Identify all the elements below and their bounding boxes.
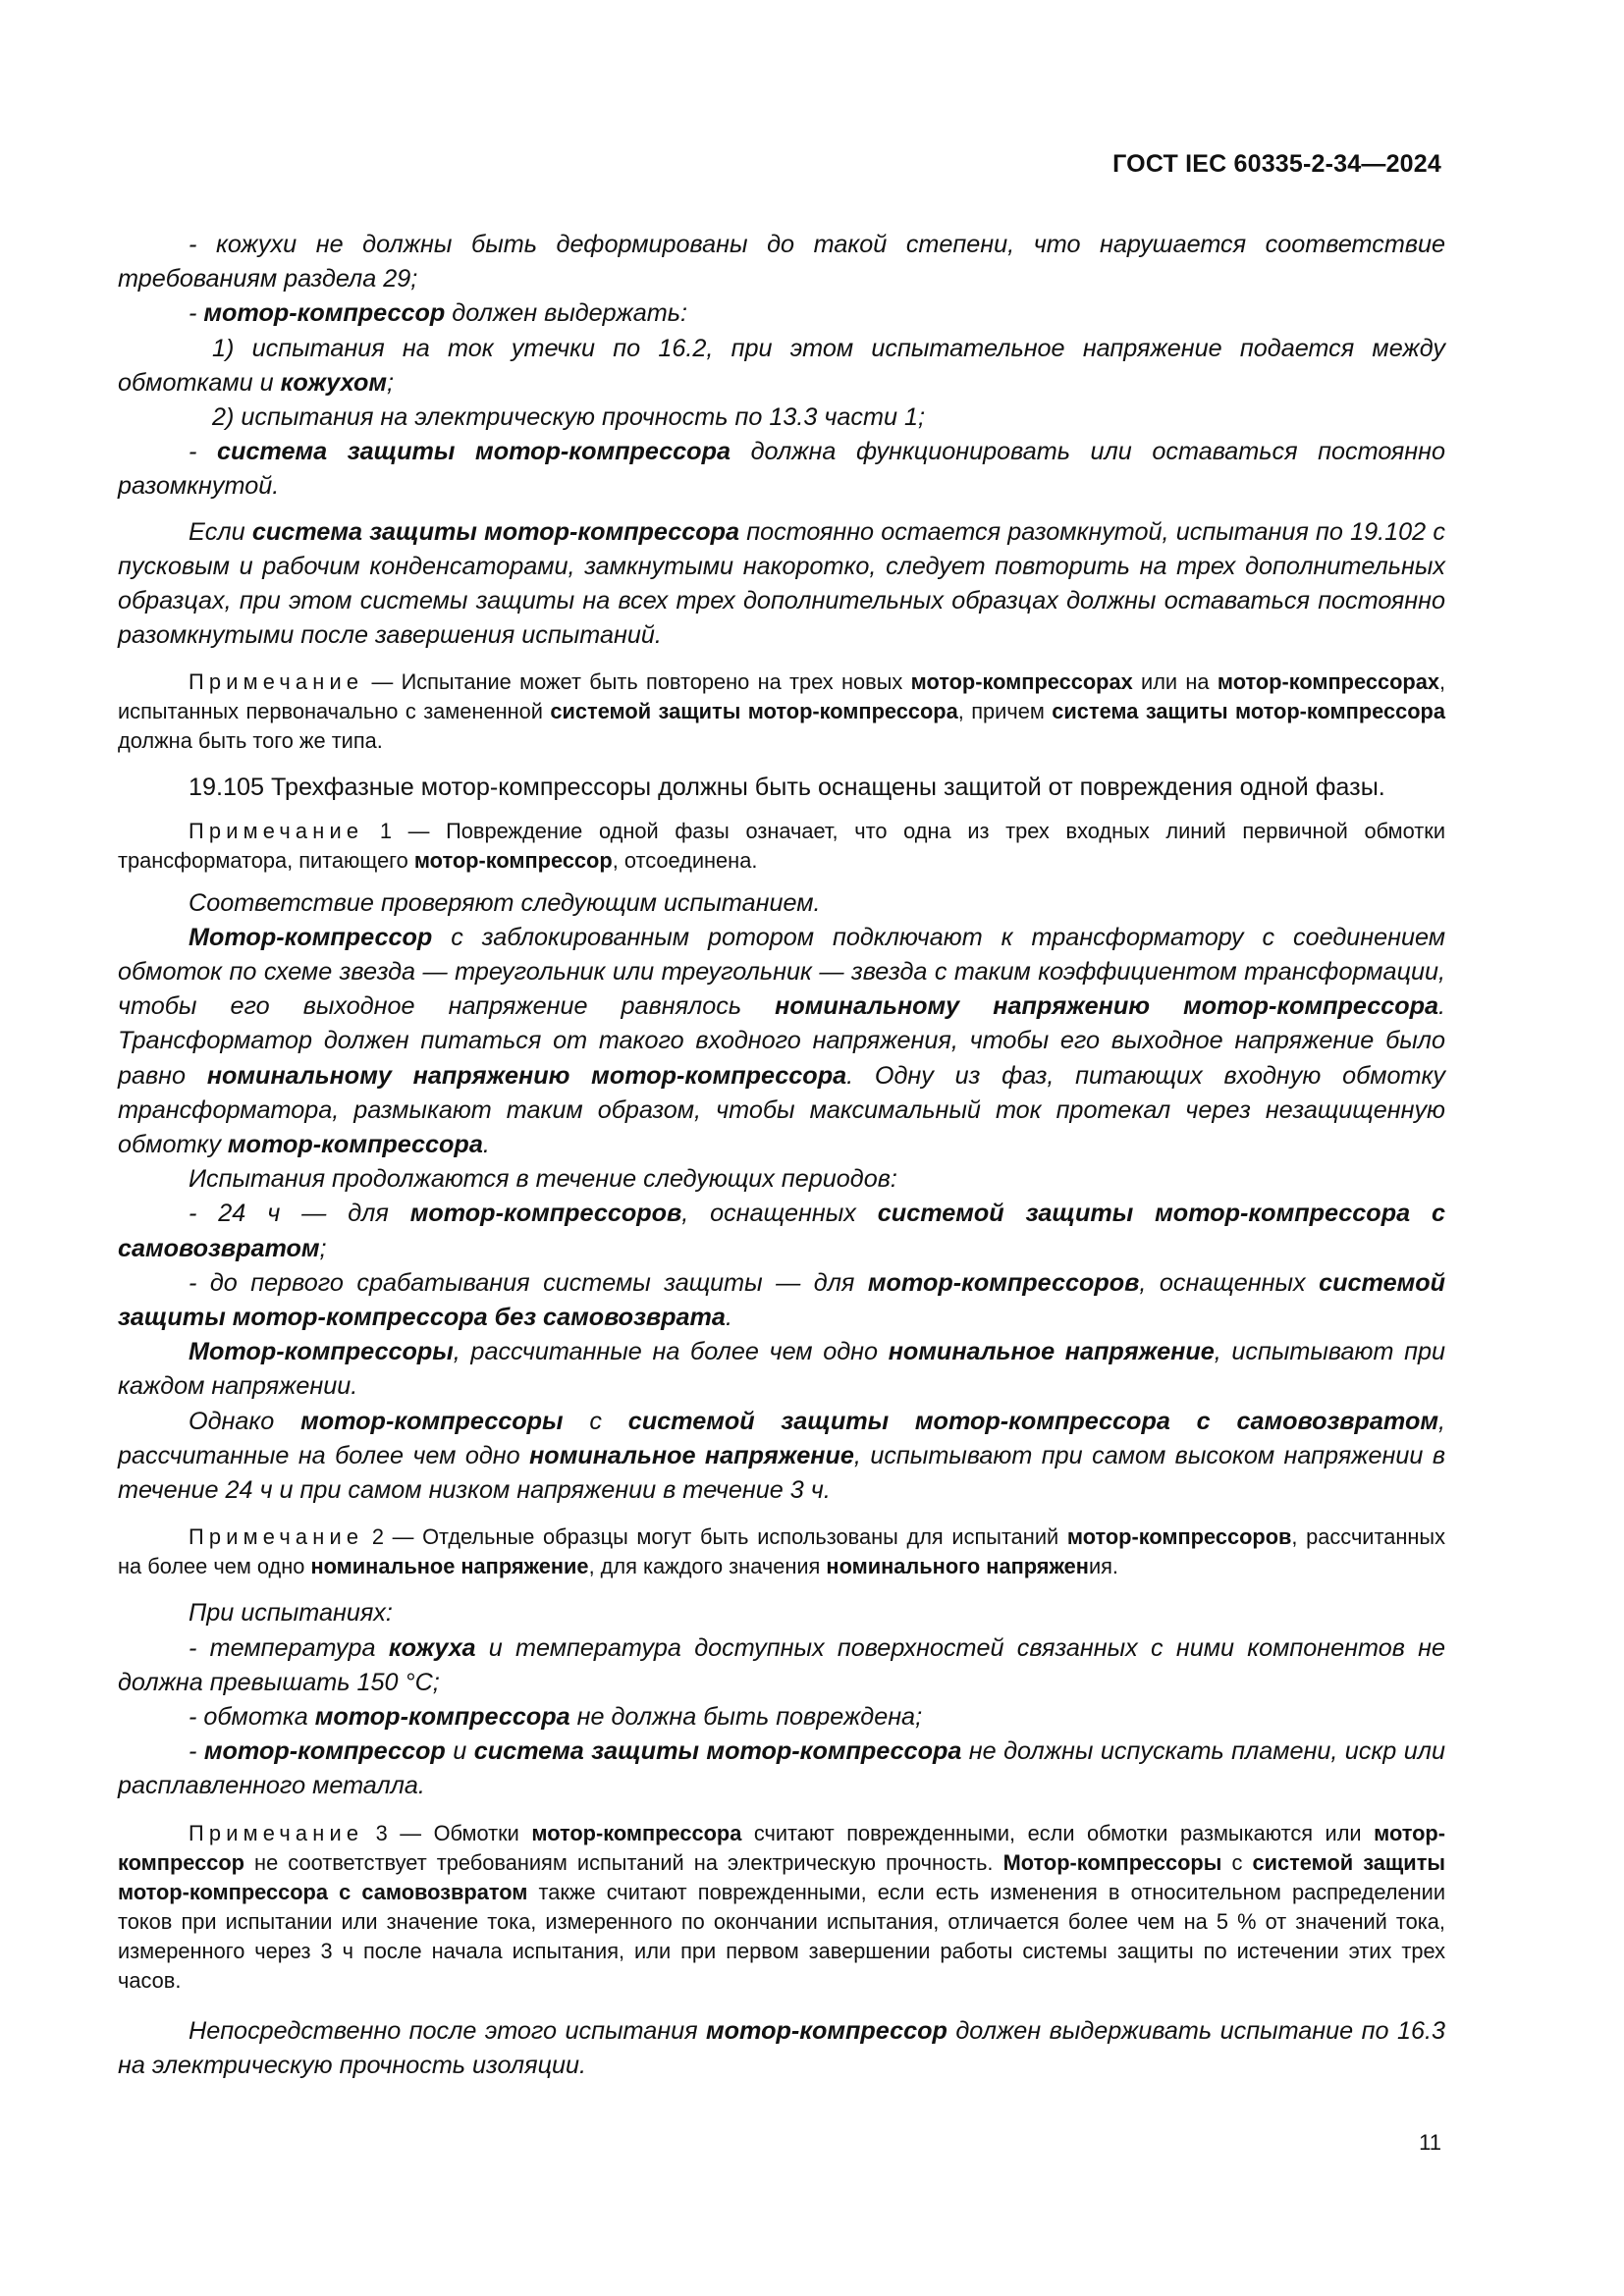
note-label: Примечание xyxy=(189,1820,364,1845)
body-paragraph xyxy=(118,515,1445,654)
text-run: 3 — Обмотки xyxy=(363,1820,532,1845)
text-run: , рассчитанных на более чем одно xyxy=(118,1524,1445,1579)
body-paragraph xyxy=(118,400,1445,435)
text-run: должна быть того же типа. xyxy=(118,728,383,754)
note-label: Примечание xyxy=(189,669,364,695)
text-run: , оснащенных xyxy=(681,1200,878,1228)
text-run: 19.105 Трехфазные мотор-компрессоры должны быть оснащены защитой от повреждения одной фазы. xyxy=(189,774,1385,802)
text-run: - до первого срабатывания системы защиты — для xyxy=(189,1268,868,1297)
text-run: не должны испускать пламени, искр или расплавленного металла. xyxy=(118,1737,1445,1800)
defined-term: система защиты мотор-компрессора xyxy=(473,1737,962,1766)
body-paragraph xyxy=(118,1197,1445,1265)
text-run: с xyxy=(563,1407,628,1435)
note-label: Примечание xyxy=(189,818,364,843)
text-run: Соответствие проверяют следующим испытанием. xyxy=(189,888,821,917)
text-run: . Трансформатор должен питаться от такого входного напряжения, чтобы его выходное напряжение было равно xyxy=(118,992,1446,1090)
defined-term: номинальное напряжение xyxy=(310,1554,589,1579)
defined-term: номинального напряжен xyxy=(826,1554,1089,1579)
text-run: ; xyxy=(319,1234,327,1262)
text-run: 2 — Отдельные образцы могут быть использованы для испытаний xyxy=(363,1524,1067,1550)
body-paragraph xyxy=(118,296,1445,331)
defined-term: мотор-компрессор xyxy=(203,1737,446,1766)
body-paragraph xyxy=(118,1266,1445,1335)
text-run: считают поврежденными, если обмотки размыкаются или xyxy=(741,1820,1375,1845)
body-paragraph xyxy=(118,1596,1445,1630)
text-run: , причем xyxy=(957,699,1053,724)
text-run: - xyxy=(189,299,204,328)
defined-term: мотор-компрессоров xyxy=(409,1200,682,1228)
note-paragraph xyxy=(118,667,1445,756)
text-run: . xyxy=(482,1131,490,1159)
text-run: . Одну из фаз, питающих входную обмотку трансформатора, размыкают таким образом, чтобы максимальный ток протекал через незащищенную обмотку xyxy=(118,1061,1445,1159)
text-run: или на xyxy=(1132,669,1218,695)
defined-term: кожуха xyxy=(388,1633,476,1662)
text-run: с xyxy=(1221,1849,1253,1875)
defined-term: номинальное напряжение xyxy=(888,1338,1215,1366)
defined-term: мотор-компрессор xyxy=(706,2016,947,2045)
document-body xyxy=(118,228,1445,2083)
defined-term: системой защиты мотор-компрессора xyxy=(550,699,958,724)
defined-term: мотор-компрессор xyxy=(118,1820,1445,1875)
defined-term: мотор-компрессора xyxy=(314,1702,570,1731)
text-run: , испытанных первоначально с замененной xyxy=(118,669,1446,724)
defined-term: системой защиты мотор-компрессора с самовозвратом xyxy=(118,1849,1445,1904)
defined-term: Мотор-компрессоры xyxy=(1002,1849,1222,1875)
text-run: , испытывают при каждом напряжении. xyxy=(118,1338,1445,1401)
document-header: ГОСТ IEC 60335-2-34—2024 xyxy=(1112,150,1441,178)
note-paragraph xyxy=(118,817,1445,876)
text-run: 1 — Повреждение одной фазы означает, что одна из трех входных линий первичной обмотки трансформатора, питающего xyxy=(118,818,1445,873)
text-run: - 24 ч — для xyxy=(189,1200,410,1228)
text-run: постоянно остается разомкнутой, испытания по 19.102 с пусковым и рабочим конденсаторами, замкнутыми накоротко, следует повторить на трех дополнительных образцах, при этом системы защиты на всех трех дополнительных образцах должны оставаться постоянно разомкнутыми после завершения испытаний. xyxy=(118,517,1445,650)
defined-term: мотор-компрессора xyxy=(227,1131,483,1159)
text-run: , отсоединена. xyxy=(612,847,758,873)
text-run: 2) испытания на электрическую прочность по 13.3 части 1; xyxy=(212,403,925,432)
defined-term: система защиты мотор-компрессора xyxy=(251,517,740,546)
defined-term: мотор-компрессоры xyxy=(300,1407,564,1435)
body-paragraph xyxy=(118,1631,1445,1700)
defined-term: номинальное напряжение xyxy=(529,1441,854,1469)
text-run: - обмотка xyxy=(189,1702,315,1731)
body-paragraph xyxy=(118,228,1445,296)
body-paragraph xyxy=(118,1700,1445,1735)
note-label: Примечание xyxy=(189,1524,364,1550)
defined-term: мотор-компрессорах xyxy=(1217,669,1439,695)
text-run: , для каждого значения xyxy=(588,1554,827,1579)
text-run: и температура доступных поверхностей связанных с ними компонентов не должна превышать 150 °C; xyxy=(118,1633,1446,1696)
text-run: - температура xyxy=(189,1633,389,1662)
defined-term: Мотор-компрессор xyxy=(189,923,433,951)
note-paragraph xyxy=(118,1522,1445,1581)
defined-term: Мотор-компрессоры xyxy=(189,1338,454,1366)
defined-term: системой защиты мотор-компрессора без самовозврата xyxy=(118,1268,1445,1332)
defined-term: мотор-компрессоров xyxy=(867,1268,1140,1297)
body-paragraph xyxy=(118,886,1445,921)
text-run: Однако xyxy=(189,1407,301,1435)
defined-term: системой защиты мотор-компрессора с самовозвратом xyxy=(627,1407,1438,1435)
text-run: , рассчитанные на более чем одно xyxy=(118,1407,1445,1469)
text-run: , оснащенных xyxy=(1139,1268,1320,1297)
note-paragraph xyxy=(118,1819,1445,1996)
body-paragraph xyxy=(118,1335,1445,1404)
text-run: и xyxy=(445,1737,474,1766)
text-run: 1) испытания на ток утечки по 16.2, при этом испытательное напряжение подается между обмотками и xyxy=(118,334,1445,397)
body-paragraph xyxy=(118,2014,1445,2083)
text-run: не должна быть повреждена; xyxy=(569,1702,923,1731)
body-paragraph xyxy=(118,1405,1445,1509)
body-paragraph xyxy=(118,1162,1445,1197)
text-run: - xyxy=(189,438,218,466)
defined-term: номинальному напряжению мотор-компрессора xyxy=(206,1061,847,1090)
defined-term: номинальному напряжению мотор-компрессора xyxy=(775,992,1439,1021)
text-run: с заблокированным ротором подключают к трансформатору с соединением обмоток по схеме звезда — треугольник или треугольник — звезда с таким коэффициентом трансформации, чтобы его выходное напряжение равнялось xyxy=(118,923,1445,1021)
text-run: Непосредственно после этого испытания xyxy=(189,2016,707,2045)
text-run: должен выдержать: xyxy=(445,299,687,328)
defined-term: мотор-компрессор xyxy=(203,299,446,328)
text-run: ия. xyxy=(1088,1554,1118,1579)
text-run: . xyxy=(725,1304,732,1332)
body-paragraph xyxy=(118,771,1445,805)
defined-term: мотор-компрессорах xyxy=(910,669,1133,695)
text-run: не соответствует требованиям испытаний на электрическую прочность. xyxy=(244,1849,1003,1875)
text-run: должен выдерживать испытание по 16.3 на электрическую прочность изоляции. xyxy=(118,2016,1445,2079)
text-run: - xyxy=(189,1737,204,1766)
defined-term: мотор-компрессор xyxy=(413,847,613,873)
text-run: должна функционировать или оставаться постоянно разомкнутой. xyxy=(118,438,1445,501)
text-run: При испытаниях: xyxy=(189,1599,393,1628)
text-run: Испытания продолжаются в течение следующих периодов: xyxy=(189,1165,897,1194)
defined-term: системой защиты мотор-компрессора с самовозвратом xyxy=(118,1200,1445,1262)
text-run: — Испытание может быть повторено на трех новых xyxy=(363,669,911,695)
text-run: , рассчитанные на более чем одно xyxy=(453,1338,889,1366)
body-paragraph xyxy=(118,1735,1445,1803)
text-run: , испытывают при самом высоком напряжении в течение 24 ч и при самом низком напряжении в течение 3 ч. xyxy=(118,1441,1445,1505)
defined-term: мотор-компрессора xyxy=(531,1820,742,1845)
text-run: - кожухи не должны быть деформированы до такой степени, что нарушается соответствие требованиям раздела 29; xyxy=(118,231,1445,294)
text-run: также считают поврежденными, если есть изменения в относительном распределении токов при испытании или значение тока, измеренного по окончании испытания, отличается более чем на 5 % от значений тока, измеренного через 3 ч после начала испытания, или при первом завершении работы системы защиты по истечении этих трех часов. xyxy=(118,1879,1446,1993)
defined-term: мотор-компрессоров xyxy=(1066,1524,1292,1550)
defined-term: система защиты мотор-компрессора xyxy=(217,438,731,466)
defined-term: система защиты мотор-компрессора xyxy=(1052,699,1445,724)
defined-term: кожухом xyxy=(280,368,388,397)
page-number: 11 xyxy=(1419,2130,1441,2155)
text-run: ; xyxy=(387,368,395,397)
body-paragraph xyxy=(118,332,1445,400)
text-run: Если xyxy=(189,517,252,546)
body-paragraph xyxy=(118,435,1445,504)
body-paragraph xyxy=(118,921,1445,1162)
